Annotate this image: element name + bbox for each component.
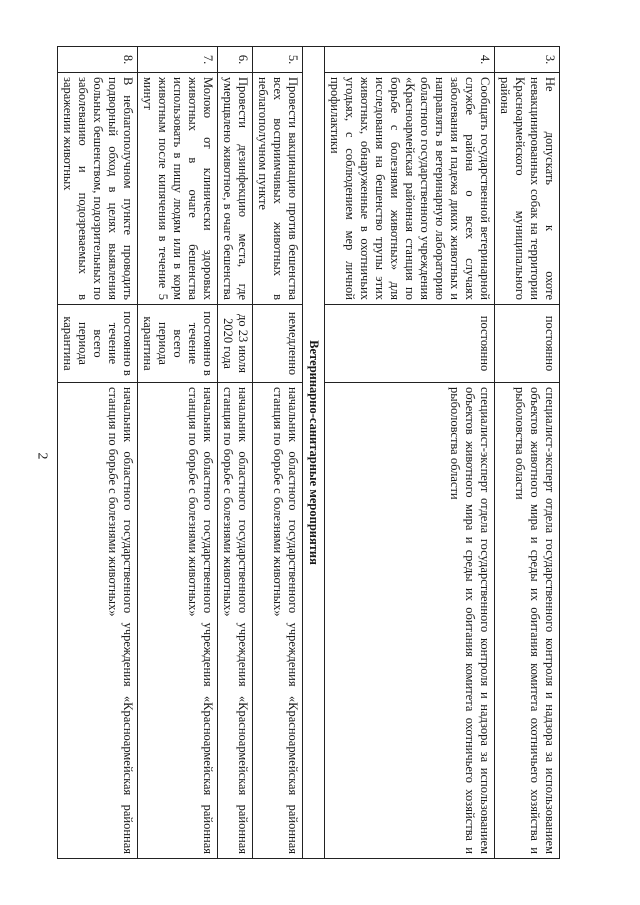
table-row bbox=[325, 47, 495, 859]
responsible-cell: начальник областного государственного учреждения «Красноармейская районная станция по борьбе с болезнями животных» bbox=[218, 383, 253, 859]
responsible-cell: начальник областного государственного учреждения «Красноармейская районная станция по борьбе с болезнями животных» bbox=[253, 383, 303, 859]
row-number: 4. bbox=[325, 47, 495, 73]
table-row bbox=[138, 47, 218, 859]
measures-table-page bbox=[61, 46, 560, 858]
row-number: 5. bbox=[253, 47, 303, 73]
responsible-cell: начальник областного государственного учреждения «Красноармейская районная станция по борьбе с болезнями животных» bbox=[138, 383, 218, 859]
responsible-cell: специалист-эксперт отдела государственного контроля и надзора за использованием объектов животного мира и среды их обитания комитета охотничьего хозяйства и рыболовства области bbox=[495, 383, 560, 859]
responsible-cell: начальник областного государственного учреждения «Красноармейская районная станция по борьбе с болезнями животных» bbox=[58, 383, 138, 859]
row-number: 3. bbox=[495, 47, 560, 73]
term-cell: немедленно bbox=[253, 305, 303, 383]
row-number: 6. bbox=[218, 47, 253, 73]
table-row bbox=[58, 47, 138, 859]
task-cell: Не допускать к охоте невакцинированных собак на территории Красноармейского муниципального района bbox=[495, 73, 560, 305]
section-title: Ветеринарно-санитарные мероприятия bbox=[303, 47, 325, 859]
table-row bbox=[495, 47, 560, 859]
term-cell: постоянно bbox=[325, 305, 495, 383]
term-cell: постоянно в течение всего периода карантина bbox=[58, 305, 138, 383]
term-cell: постоянно bbox=[495, 305, 560, 383]
row-number: 8. bbox=[58, 47, 138, 73]
row-number: 7. bbox=[138, 47, 218, 73]
task-cell: Провести вакцинацию против бешенства всех восприимчивых животных в неблагополучном пункте bbox=[253, 73, 303, 305]
task-cell: В неблагополучном пункте проводить подворный обход в целях выявления больных бешенством, подозрительных по заболеванию и подозреваемых в заражении животных bbox=[58, 73, 138, 305]
term-cell: до 23 июля 2020 года bbox=[218, 305, 253, 383]
table-row bbox=[218, 47, 253, 859]
page-number: 2 bbox=[34, 452, 50, 460]
section-header-row bbox=[303, 47, 325, 859]
measures-table bbox=[57, 46, 560, 859]
task-cell: Сообщать государственной ветеринарной службе района о всех случаях заболевания и падежа диких животных и направлять в ветеринарную лабораторию областного государственного учреждения «Красноармейская районная станция по борьбе с болезнями животных» для исследования на бешенство трупы этих животных, обнаруженные в охотничьих угодьях, с соблюдением мер личной профилактики bbox=[325, 73, 495, 305]
term-cell: постоянно в течение всего периода карантина bbox=[138, 305, 218, 383]
responsible-cell: специалист-эксперт отдела государственного контроля и надзора за использованием объектов животного мира и среды их обитания комитета охотничьего хозяйства и рыболовства области bbox=[325, 383, 495, 859]
task-cell: Молоко от клинически здоровых животных в очаге бешенства использовать в пищу людям или в корм животным после кипячения в течение 5 минут bbox=[138, 73, 218, 305]
table-row bbox=[253, 47, 303, 859]
task-cell: Провести дезинфекцию места, где умерщвлено животное, в очаге бешенства bbox=[218, 73, 253, 305]
